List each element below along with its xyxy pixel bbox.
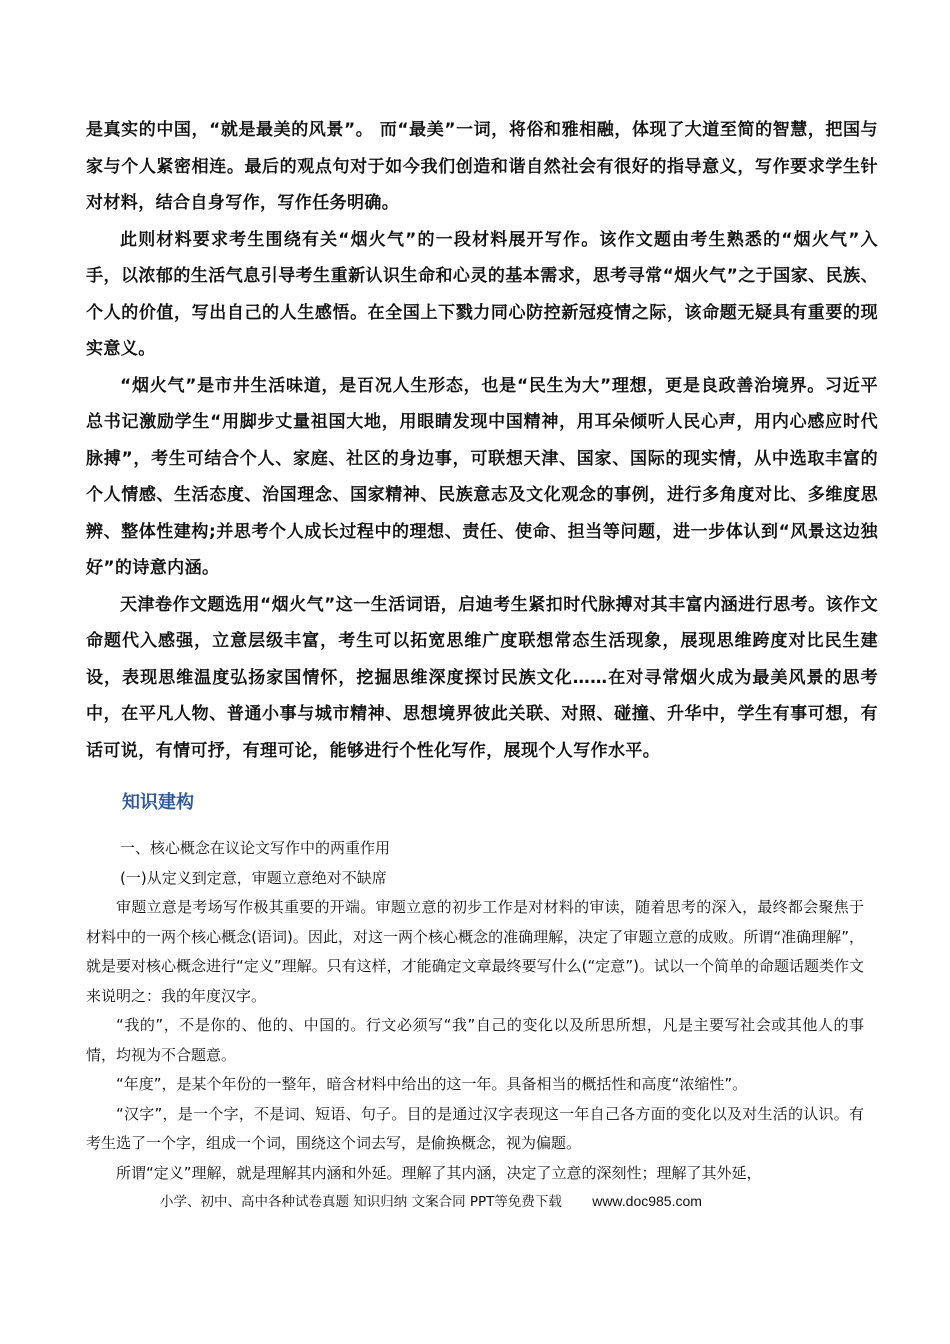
knowledge-text-block	[86, 834, 864, 1188]
footer-text: 小学、初中、高中各种试卷真题 知识归纳 文案合同 PPT等免费下载	[160, 1194, 562, 1210]
analysis-paragraph-3: “烟火气”是市井生活味道，是百况人生形态，也是“民生为大”理想，更是良政善治境界。习近平总书记激励学生“用脚步丈量祖国大地，用眼睛发现中国精神，用耳朵倾听人民心声，用内心感应时代脉搏”，考生可结合个人、家庭、社区的身边事，可联想天津、国家、国际的现实情，从中选取丰富的个人情感、生活态度、治国理念、国家精神、民族意志及文化观念的事例，进行多角度对比、多维度思辨、整体性建构;并思考个人成长过程中的理想、责任、使命、担当等问题，进一步体认到“风景这边独好”的诗意内涵。	[86, 375, 878, 578]
body-paragraph-2: “我的”，不是你的、他的、中国的。行文必须写“我”自己的变化以及所思所想，凡是主要写社会或其他人的事情，均视为不合题意。	[86, 1016, 864, 1064]
body-paragraph-5: 所谓“定义”理解，就是理解其内涵和外延。理解了其内涵，决定了立意的深刻性；理解了其外延，	[116, 1163, 762, 1182]
footer-url-link[interactable]: www.doc985.com	[592, 1193, 702, 1209]
analysis-paragraph-1: 是真实的中国，“就是最美的风景”。 而“最美”一词，将俗和雅相融，体现了大道至简的智慧，把国与家与个人紧密相连。最后的观点句对于如今我们创造和谐自然社会有很好的指导意义，写作要求学生针对材料，结合自身写作，写作任务明确。	[86, 120, 878, 213]
section-title: 知识建构	[122, 792, 194, 813]
analysis-paragraph-4: 天津卷作文题选用“烟火气”这一生活词语，启迪考生紧扣时代脉搏对其丰富内涵进行思考。该作文命题代入感强，立意层级丰富，考生可以拓宽思维广度联想常态生活现象，展现思维跨度对比民生建设，表现思维温度弘扬家国情怀，挖掘思维深度探讨民族文化……在对寻常烟火成为最美风景的思考中，在平凡人物、普通小事与城市精神、思想境界彼此关联、对照、碰撞、升华中，学生有事可想，有话可说，有情可抒，有理可论，能够进行个性化写作，展现个人写作水平。	[86, 594, 878, 761]
body-paragraph-3: “年度”，是某个年份的一整年，暗含材料中给出的这一年。具备相当的概括性和高度“浓缩性”。	[116, 1075, 748, 1093]
analysis-text-block	[86, 112, 878, 769]
heading-level-2: (一)从定义到定意，审题立意绝对不缺席	[120, 868, 387, 887]
analysis-paragraph-2: 此则材料要求考生围绕有关“烟火气”的一段材料展开写作。该作文题由考生熟悉的“烟火气”入手，以浓郁的生活气息引导考生重新认识生命和心灵的基本需求，思考寻常“烟火气”之于国家、民族、个人的价值，写出自己的人生感悟。在全国上下戮力同心防控新冠疫情之际，该命题无疑具有重要的现实意义。	[86, 229, 878, 359]
heading-level-1: 一、核心概念在议论文写作中的两重作用	[120, 839, 391, 857]
body-paragraph-1: 审题立意是考场写作极其重要的开端。审题立意的初步工作是对材料的审读，随着思考的深入，最终都会聚焦于材料中的一两个核心概念(语词)。因此，对这一两个核心概念的准确理解，决定了审题立意的成败。所谓“准确理解”，就是要对核心概念进行“定义”理解。只有这样，才能确定文章最终要写什么(“定意”)。试以一个简单的命题话题类作文来说明之：我的年度汉字。	[86, 898, 864, 1005]
page-footer	[160, 1190, 702, 1210]
body-paragraph-4: “汉字”，是一个字，不是词、短语、句子。目的是通过汉字表现这一年自己各方面的变化以及对生活的认识。有考生选了一个字，组成一个词，围绕这个词去写，是偷换概念，视为偏题。	[86, 1104, 864, 1152]
